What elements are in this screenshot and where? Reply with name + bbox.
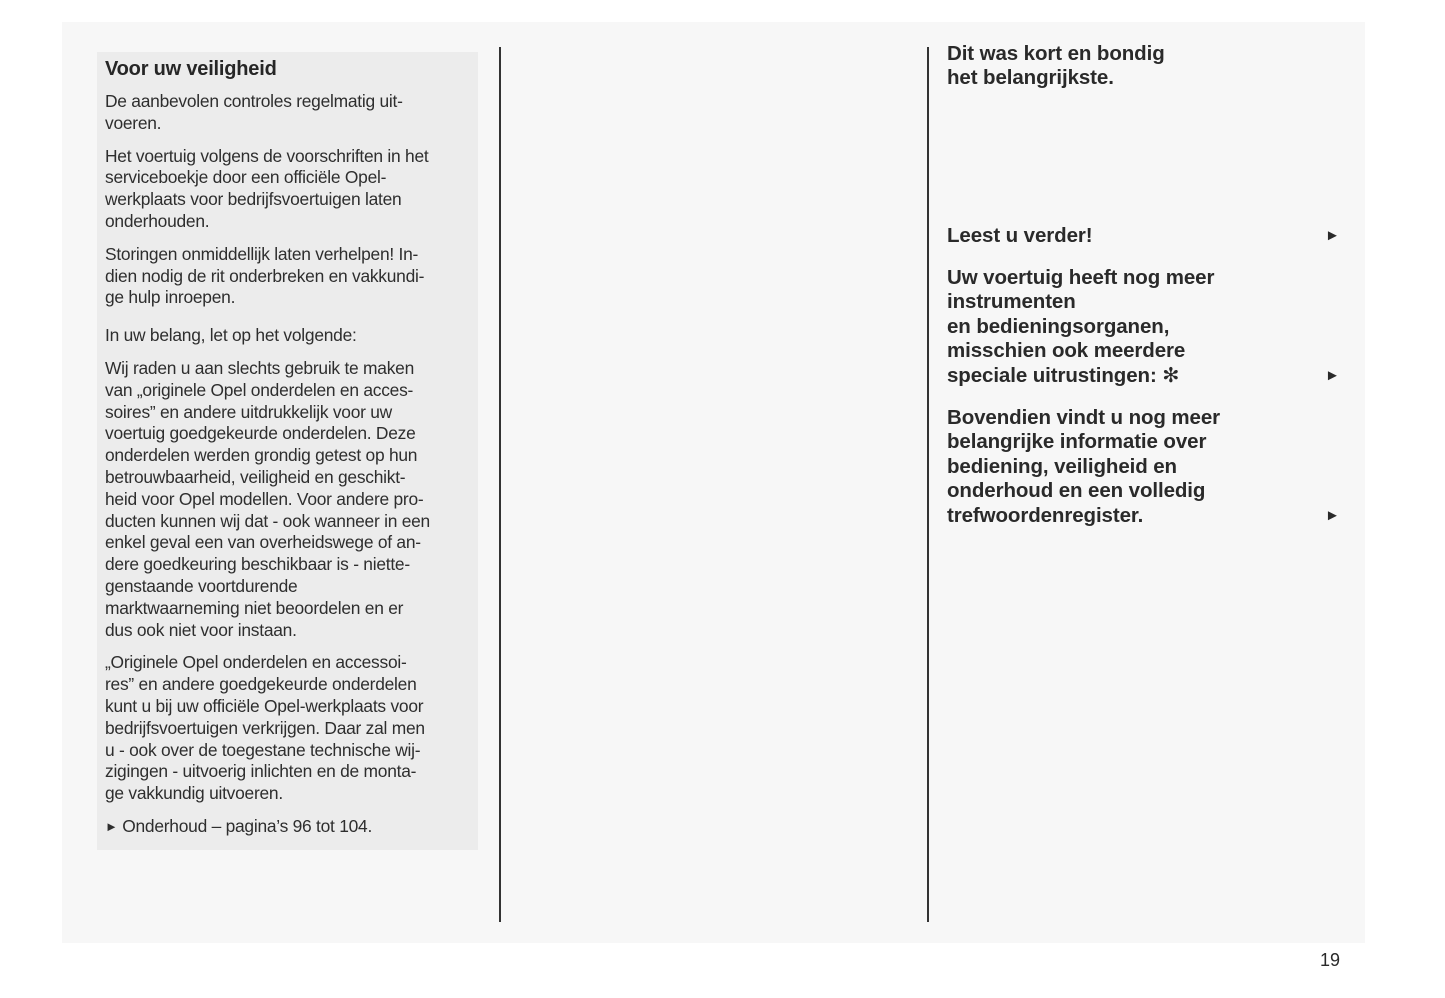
paragraph-1-line-2: voeren.: [105, 112, 162, 133]
paragraph-5-line: van „originele Opel onderdelen en acces-: [105, 379, 414, 400]
read-on-text: Leest u verder!: [947, 224, 1093, 247]
maintenance-reference: [105, 816, 473, 838]
paragraph-5-line: dere goedkeuring beschikbaar is - niette-: [105, 554, 410, 575]
paragraph-2-line: serviceboekje door een officiële Opel-: [105, 167, 387, 188]
paragraph-5-line: betrouwbaarheid, veiligheid en geschikt-: [105, 466, 406, 487]
paragraph-6-line: bedrijfsvoertuigen verkrijgen. Daar zal men: [105, 717, 425, 738]
paragraph-2-line: Het voertuig volgens de voorschriften in het: [105, 145, 429, 166]
paragraph-1-line-1: De aanbevolen controles regelmatig uit-: [105, 91, 403, 111]
column-divider-left: [499, 47, 501, 922]
paragraph-5-line: Wij raden u aan slechts gebruik te maken: [105, 357, 414, 378]
safety-paragraph-4: In uw belang, let op het volgende:: [105, 325, 357, 346]
safety-paragraph-6: [105, 652, 473, 805]
safety-paragraph-3: [105, 244, 473, 309]
paragraph-6-line: u - ook over de toegestane technische wij-: [105, 739, 421, 760]
paragraph-6-line: „Originele Opel onderdelen en accessoi-: [105, 652, 407, 673]
paragraph-5-line: dus ook niet voor instaan.: [105, 619, 297, 640]
reference-text: Onderhoud – pagina’s 96 tot 104.: [122, 815, 373, 836]
paragraph-5-line: ducten kunnen wij dat - ook wanneer in een: [105, 510, 430, 531]
paragraph-5-line: voertuig goedgekeurde onderdelen. Deze: [105, 423, 416, 444]
paragraph-5-line: heid voor Opel modellen. Voor andere pro-: [105, 488, 424, 509]
paragraph-6-line: zigingen - uitvoerig inlichten en de monta-: [105, 761, 417, 782]
paragraph-6-line: ge vakkundig uitvoeren.: [105, 783, 283, 804]
more-instruments-text: Uw voertuig heeft nog meer instrumenten en bedieningsorganen, misschien ook meerdere speciale uitrustingen: ✻: [947, 266, 1215, 387]
paragraph-5-line: onderdelen werden grondig getest op hun: [105, 445, 418, 466]
intro-text: Dit was kort en bondig het belangrijkste.: [947, 42, 1165, 90]
page-number: 19: [1320, 950, 1341, 970]
safety-paragraph-1: [105, 91, 473, 135]
reference-arrow-icon: ►: [105, 818, 118, 834]
paragraph-3-line: dien nodig de rit onderbreken en vakkundi-: [105, 265, 425, 286]
safety-title: Voor uw veiligheid: [105, 58, 277, 80]
paragraph-5-line: soires” en andere uitdrukkelijk voor uw: [105, 401, 392, 422]
more-info-arrow-icon: ►: [1325, 507, 1340, 524]
more-instruments-arrow-icon: ►: [1325, 367, 1340, 384]
column-divider-right: [927, 47, 929, 922]
safety-paragraph-5: [105, 358, 473, 641]
paragraph-2-line: werkplaats voor bedrijfsvoertuigen laten: [105, 189, 402, 210]
more-info-text: Bovendien vindt u nog meer belangrijke informatie over bediening, veiligheid en onderhoud en een volledig trefwoordenregister.: [947, 406, 1221, 527]
paragraph-5-line: genstaande voortdurende: [105, 575, 298, 596]
safety-column: [105, 56, 473, 849]
read-on-arrow-icon: ►: [1325, 227, 1340, 244]
paragraph-5-line: enkel geval een van overheidswege of an-: [105, 532, 421, 553]
paragraph-6-line: kunt u bij uw officiële Opel-werkplaats voor: [105, 695, 424, 716]
paragraph-6-line: res” en andere goedgekeurde onderdelen: [105, 674, 417, 695]
paragraph-2-line: onderhouden.: [105, 210, 210, 231]
safety-paragraph-2: [105, 146, 473, 233]
paragraph-5-line: marktwaarneming niet beoordelen en er: [105, 597, 404, 618]
paragraph-3-line: Storingen onmiddellijk laten verhelpen! In-: [105, 243, 419, 264]
paragraph-3-line: ge hulp inroepen.: [105, 287, 236, 308]
